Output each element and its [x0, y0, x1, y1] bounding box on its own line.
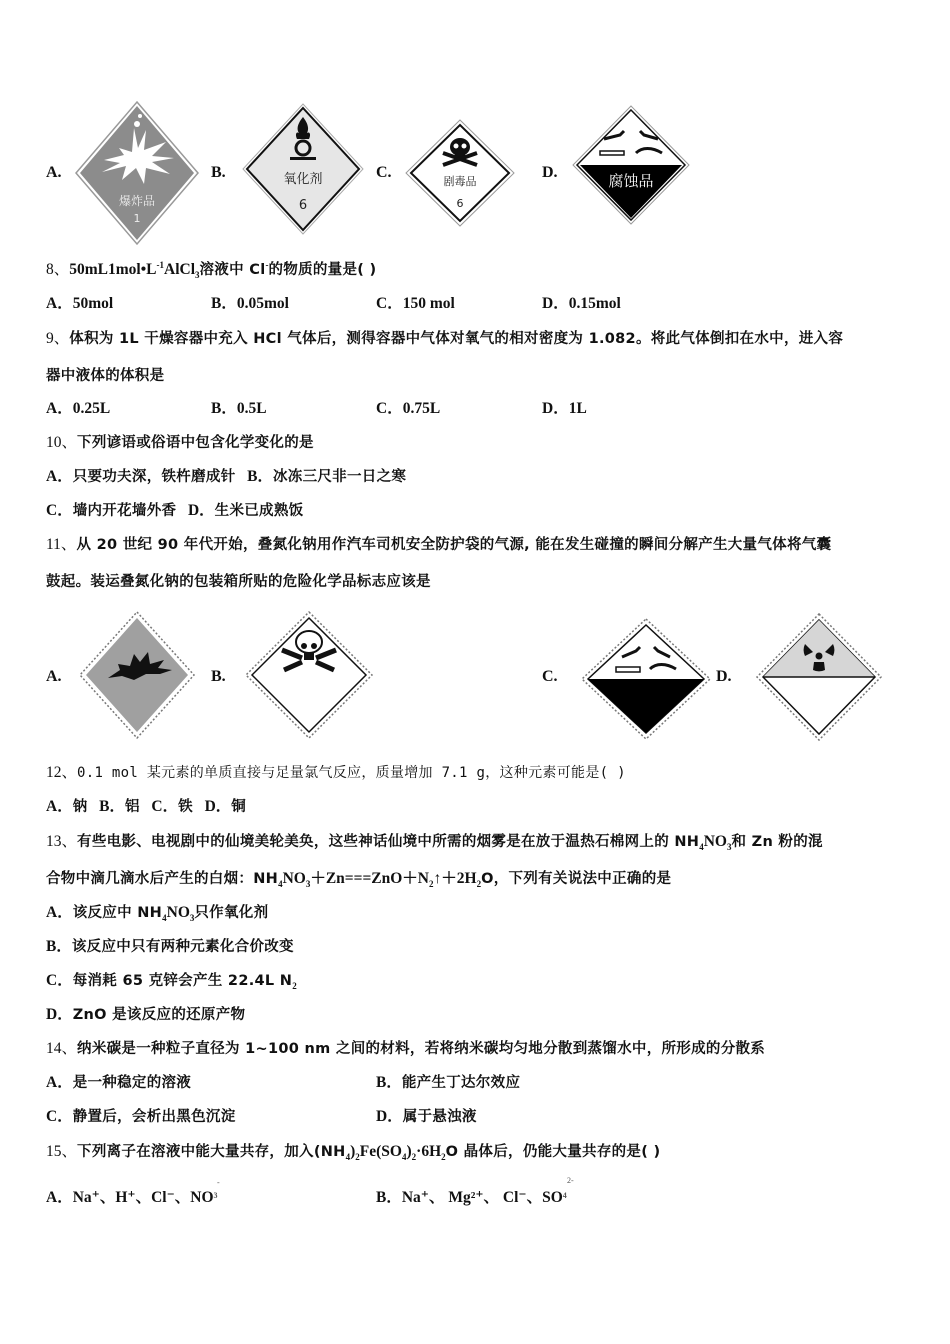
q10-option-b[interactable]: B．冰冻三尺非一日之寒 [247, 468, 407, 485]
sign-text: 爆炸品 [118, 194, 156, 208]
option-label-b: B. [211, 164, 226, 181]
q8-option-c[interactable]: C．150 mol [376, 295, 455, 312]
option-label-a: A. [46, 164, 62, 181]
q14-option-c[interactable]: C．静置后，会析出黑色沉淀 [46, 1108, 236, 1125]
q11-option-d[interactable]: D. [716, 668, 732, 685]
q12-option-b[interactable]: B．铝 [99, 798, 140, 815]
radioactive-sign-icon [755, 612, 883, 742]
question-11-line2: 鼓起。装运叠氮化钠的包装箱所贴的危险化学品标志应该是 [46, 574, 431, 590]
svg-text:腐蚀品: 腐蚀品 [608, 172, 654, 190]
question-14: 14、纳米碳是一种粒子直径为 1~100 nm 之间的材料，若将纳米碳均匀地分散到蒸馏水中，所形成的分散系 [46, 1040, 766, 1057]
svg-text:6: 6 [456, 197, 464, 210]
q11-option-b[interactable]: B. [211, 668, 226, 685]
question-15: 15、下列离子在溶液中能大量共存，加入$(NH_4)_2Fe(SO_4)_2\cdot 6H_2O$ 晶体后，仍能大量共存的是( ) [46, 1143, 661, 1163]
q8-option-a[interactable]: A．50mol [46, 295, 114, 312]
svg-text:1: 1 [133, 212, 141, 225]
q8-option-b[interactable]: B．0.05mol [211, 295, 289, 312]
svg-text:6: 6 [298, 198, 308, 213]
question-8: 8、$50mL1mol•L^{-1}AlCl_3$溶液中 Cl-的物质的量是( ) [46, 259, 377, 281]
corrosive-sign-icon [580, 617, 712, 741]
question-13: 13、有些电影、电视剧中的仙境美轮美奂，这些神话仙境中所需的烟雾是在放于温热石棉网上的 $NH_4NO_3$和 Zn 粉的混 [46, 833, 823, 853]
q13-option-a[interactable]: A．该反应中 $NH_4NO_3$只作氧化剂 [46, 904, 269, 924]
q9-option-d[interactable]: D．1L [542, 400, 587, 417]
q14-option-a[interactable]: A．是一种稳定的溶液 [46, 1074, 192, 1091]
q13-option-b[interactable]: B．该反应中只有两种元素化合价改变 [46, 938, 294, 955]
q10-option-c[interactable]: C．墙内开花墙外香 [46, 502, 177, 519]
q15-option-b[interactable]: B．Na⁺、 Mg²⁺、 Cl⁻、$SO^4$ [376, 1189, 567, 1206]
option-label-d: D. [542, 164, 558, 181]
q10-options-ab [46, 467, 406, 487]
corrosive-sign-icon [572, 105, 690, 225]
explosive-sign-icon [74, 100, 200, 246]
question-9-line2: 器中液体的体积是 [46, 368, 165, 384]
q13-option-c[interactable]: C．每消耗 65 克锌会产生 22.4L $N_2$ [46, 972, 297, 992]
q15-a-charge: - [217, 1178, 220, 1187]
question-13-line2: 合物中滴几滴水后产生的白烟：$NH_4NO_3+Zn===ZnO+N_2↑+2H_2O$，下列有关说法中正确的是 [46, 870, 672, 890]
q9-option-c[interactable]: C．0.75L [376, 400, 441, 417]
toxic-sign-icon [405, 119, 515, 227]
toxic-sign-icon [244, 610, 374, 740]
q12-option-d[interactable]: D．铜 [204, 798, 247, 815]
q11-option-a[interactable]: A. [46, 668, 62, 685]
q8-option-d[interactable]: D．0.15mol [542, 295, 621, 312]
q13-option-d[interactable]: D．ZnO 是该反应的还原产物 [46, 1006, 246, 1023]
q12-option-c[interactable]: C．铁 [151, 798, 193, 815]
q9-option-a[interactable]: A．0.25L [46, 400, 111, 417]
q14-option-b[interactable]: B．能产生丁达尔效应 [376, 1074, 521, 1091]
explosive-sign-icon [78, 610, 196, 740]
question-11: 11、从 20 世纪 90 年代开始，叠氮化钠用作汽车司机安全防护袋的气源, 能在发生碰撞的瞬间分解产生大量气体将气囊 [46, 536, 832, 553]
oxidizer-sign-icon [242, 103, 364, 235]
q9-option-b[interactable]: B．0.5L [211, 400, 267, 417]
svg-text:剧毒品: 剧毒品 [443, 175, 477, 188]
q10-options-cd [46, 501, 303, 521]
svg-text:氧化剂: 氧化剂 [283, 172, 323, 187]
option-label-c: C. [376, 164, 392, 181]
q15-b-charge: 2- [567, 1176, 574, 1185]
q10-option-d[interactable]: D．生米已成熟饭 [187, 502, 304, 519]
q15-option-a[interactable]: A．Na⁺、H⁺、Cl⁻、$NO^3$ [46, 1189, 218, 1206]
question-12: 12、0.1 mol 某元素的单质直接与足量氯气反应，质量增加 7.1 g，这种元素可能是( ) [46, 764, 626, 781]
q12-option-a[interactable]: A．钠 [46, 798, 88, 815]
question-10: 10、下列谚语或俗语中包含化学变化的是 [46, 434, 314, 451]
q10-option-a[interactable]: A．只要功夫深，铁杵磨成针 [46, 468, 236, 485]
q12-options [46, 797, 246, 817]
q14-option-d[interactable]: D．属于悬浊液 [376, 1108, 477, 1125]
q11-option-c[interactable]: C. [542, 668, 558, 685]
question-9: 9、体积为 1L 干燥容器中充入 HCl 气体后，测得容器中气体对氧气的相对密度为 1.082。将此气体倒扣在水中，进入容 [46, 330, 844, 347]
